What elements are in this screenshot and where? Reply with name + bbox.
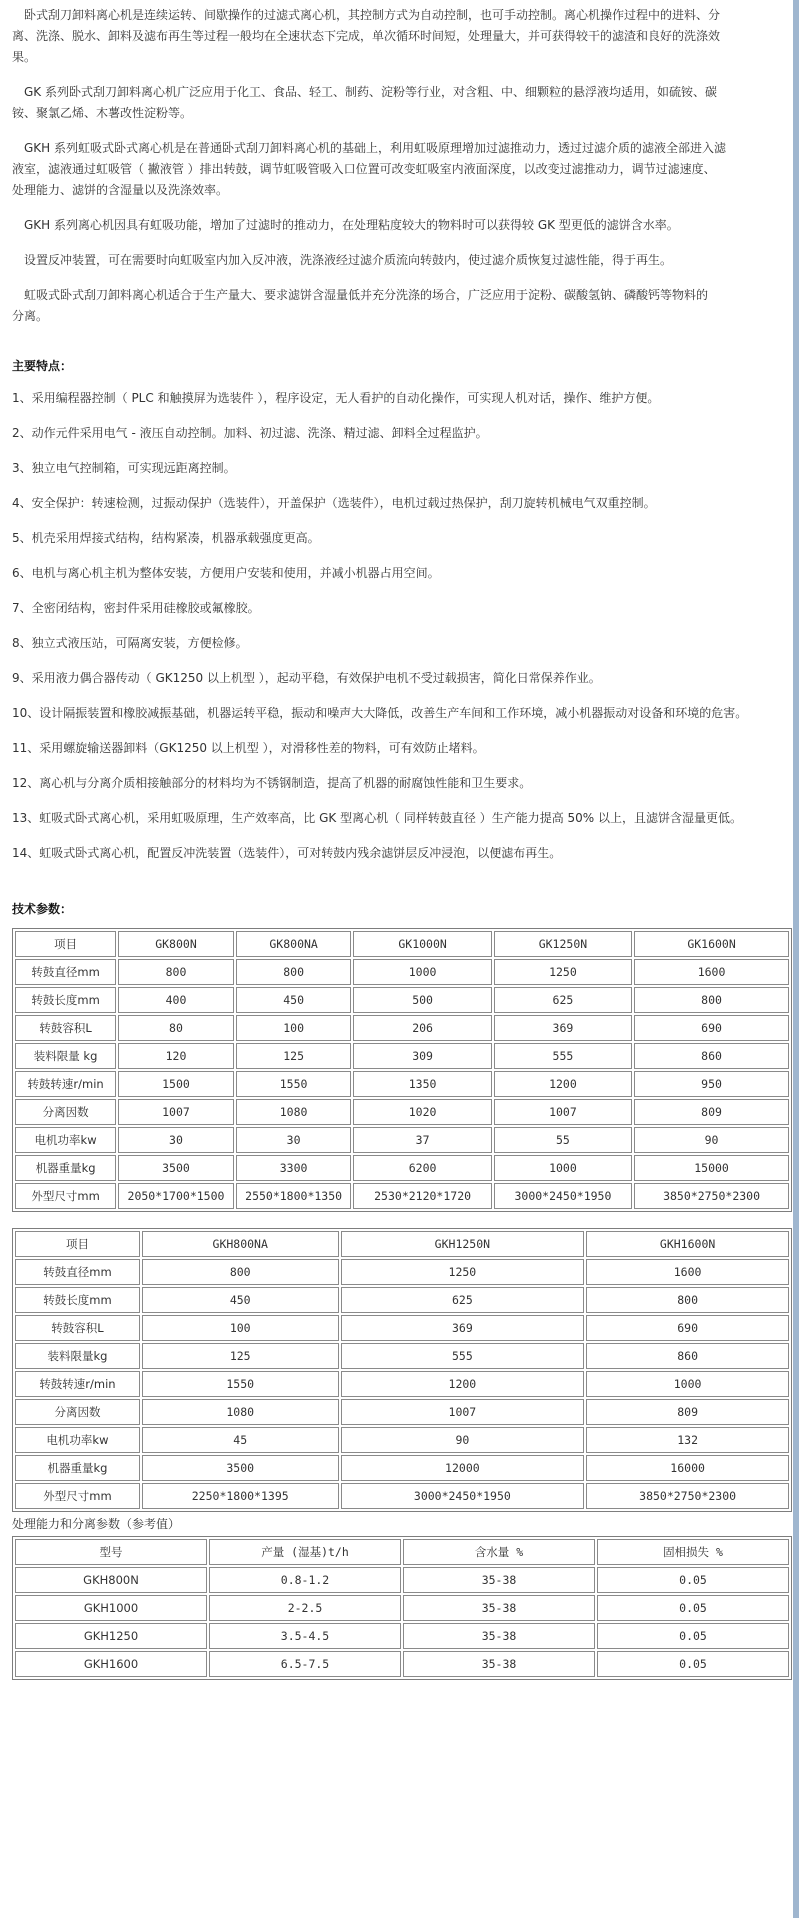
table-cell: 0.05 bbox=[597, 1567, 789, 1593]
row-label-cell: 分离因数 bbox=[15, 1099, 116, 1125]
feature-item bbox=[12, 665, 785, 700]
table-cell: 100 bbox=[142, 1315, 339, 1341]
table-cell: 2550*1800*1350 bbox=[236, 1183, 352, 1209]
table-cell: 1200 bbox=[341, 1371, 585, 1397]
table-cell: 100 bbox=[236, 1015, 352, 1041]
intro-section bbox=[12, 0, 785, 336]
table-cell: 30 bbox=[236, 1127, 352, 1153]
feature-item bbox=[12, 840, 785, 875]
feature-line: 6、电机与离心机主机为整体安装，方便用户安装和使用，并减小机器占用空间。 bbox=[12, 566, 440, 580]
table-cell: 1550 bbox=[236, 1071, 352, 1097]
table-cell: 860 bbox=[586, 1343, 789, 1369]
table-cell: 120 bbox=[118, 1043, 234, 1069]
feature-line: 12、离心机与分离介质相接触部分的材料均为不锈钢制造，提高了机器的耐腐蚀性能和卫生要求。 bbox=[12, 776, 532, 790]
intro-paragraph bbox=[12, 245, 785, 280]
table-cell: 809 bbox=[634, 1099, 789, 1125]
feature-item bbox=[12, 735, 785, 770]
table-cell: 800 bbox=[236, 959, 352, 985]
table-cell: 3000*2450*1950 bbox=[341, 1483, 585, 1509]
table-cell: 1200 bbox=[494, 1071, 632, 1097]
table-cell: 125 bbox=[236, 1043, 352, 1069]
feature-line: 1、采用编程器控制（ PLC 和触摸屏为选装件 ），程序设定，无人看护的自动化操作，可实现人机对话，操作、维护方便。 bbox=[12, 391, 660, 405]
features-heading: 主要特点： bbox=[12, 359, 73, 373]
table-cell: 625 bbox=[494, 987, 632, 1013]
table-cell: 6200 bbox=[353, 1155, 491, 1181]
tech-params-heading: 技术参数： bbox=[12, 902, 73, 916]
table-cell: 1500 bbox=[118, 1071, 234, 1097]
table-header-cell: 含水量 % bbox=[403, 1539, 595, 1565]
paragraph-line: 液室，滤液通过虹吸管（ 撇液管 ）排出转鼓，调节虹吸管吸入口位置可改变虹吸室内液面深度，以改变过滤推动力，调节过滤速度、 bbox=[12, 162, 716, 176]
row-label-cell: 电机功率kw bbox=[15, 1127, 116, 1153]
table-cell: 555 bbox=[494, 1043, 632, 1069]
row-label-cell: 转鼓转速r/min bbox=[15, 1371, 140, 1397]
table-cell: 400 bbox=[118, 987, 234, 1013]
feature-item bbox=[12, 420, 785, 455]
table-cell: 35-38 bbox=[403, 1623, 595, 1649]
row-label-cell: 转鼓容积L bbox=[15, 1015, 116, 1041]
table-cell: 1007 bbox=[118, 1099, 234, 1125]
table-row bbox=[15, 1071, 789, 1097]
table-row bbox=[15, 1651, 789, 1677]
table-header-cell: 项目 bbox=[15, 931, 116, 957]
feature-line: 13、虹吸式卧式离心机，采用虹吸原理，生产效率高，比 GK 型离心机（ 同样转鼓直径 ）生产能力提高 50% 以上，且滤饼含湿量 bbox=[12, 811, 707, 825]
row-label-cell: GKH1250 bbox=[15, 1623, 207, 1649]
intro-paragraph bbox=[12, 0, 785, 77]
table-row bbox=[15, 1043, 789, 1069]
table-header-cell: GKH800NA bbox=[142, 1231, 339, 1257]
table-cell: 15000 bbox=[634, 1155, 789, 1181]
paragraph-line: 处理能力、滤饼的含湿量以及洗涤效率。 bbox=[12, 183, 229, 197]
feature-item bbox=[12, 455, 785, 490]
table-cell: 6.5-7.5 bbox=[209, 1651, 401, 1677]
article-content bbox=[6, 0, 793, 1680]
table-cell: 500 bbox=[353, 987, 491, 1013]
table-cell: 132 bbox=[586, 1427, 789, 1453]
table-cell: 2530*2120*1720 bbox=[353, 1183, 491, 1209]
gkh-spec-table bbox=[12, 1228, 792, 1512]
table-cell: 1000 bbox=[586, 1371, 789, 1397]
table-header-cell: GK1000N bbox=[353, 931, 491, 957]
table-cell: 37 bbox=[353, 1127, 491, 1153]
paragraph-line: 虹吸式卧式刮刀卸料离心机适合于生产量大、要求滤饼含湿量低并充分洗涤的场合，广泛应用于淀粉、碳酸氢钠、磷酸钙等物料的 bbox=[12, 288, 709, 302]
table-cell: 1080 bbox=[142, 1399, 339, 1425]
table-header-cell: GK1600N bbox=[634, 931, 789, 957]
table-row bbox=[15, 1315, 789, 1341]
table-row bbox=[15, 1099, 789, 1125]
table-header-cell: 型号 bbox=[15, 1539, 207, 1565]
table-cell: 1350 bbox=[353, 1071, 491, 1097]
intro-paragraph bbox=[12, 210, 785, 245]
table-cell: 0.05 bbox=[597, 1651, 789, 1677]
feature-item bbox=[12, 595, 785, 630]
feature-item bbox=[12, 630, 785, 665]
intro-paragraph bbox=[12, 133, 785, 210]
feature-item bbox=[12, 525, 785, 560]
table-cell: 3.5-4.5 bbox=[209, 1623, 401, 1649]
table-cell: 206 bbox=[353, 1015, 491, 1041]
table-cell: 3850*2750*2300 bbox=[634, 1183, 789, 1209]
table-cell: 2250*1800*1395 bbox=[142, 1483, 339, 1509]
table-cell: 2050*1700*1500 bbox=[118, 1183, 234, 1209]
feature-line: 危害。 bbox=[711, 706, 748, 720]
features-list bbox=[12, 385, 785, 875]
row-label-cell: 转鼓长度mm bbox=[15, 1287, 140, 1313]
table-cell: 90 bbox=[634, 1127, 789, 1153]
row-label-cell: 转鼓长度mm bbox=[15, 987, 116, 1013]
table-row bbox=[15, 1483, 789, 1509]
table-cell: 800 bbox=[118, 959, 234, 985]
table-header-cell: GK1250N bbox=[494, 931, 632, 957]
feature-item bbox=[12, 770, 785, 805]
table-row bbox=[15, 1343, 789, 1369]
table-cell: 35-38 bbox=[403, 1567, 595, 1593]
feature-item bbox=[12, 700, 785, 735]
feature-line: 5、机壳采用焊接式结构，结构紧凑，机器承载强度更高。 bbox=[12, 531, 320, 545]
feature-item bbox=[12, 490, 785, 525]
table-header-cell: GKH1600N bbox=[586, 1231, 789, 1257]
feature-item bbox=[12, 805, 785, 840]
table-cell: 80 bbox=[118, 1015, 234, 1041]
row-label-cell: 机器重量kg bbox=[15, 1155, 116, 1181]
row-label-cell: 外型尺寸mm bbox=[15, 1483, 140, 1509]
paragraph-line: GK 系列卧式刮刀卸料离心机广泛应用于化工、食品、轻工、制药、淀粉等行业，对含粗、中、细颗粒的悬浮液均适用，如硫铵、碳 bbox=[12, 85, 717, 99]
table-cell: 35-38 bbox=[403, 1651, 595, 1677]
feature-line: 7、全密闭结构，密封件采用硅橡胶或氟橡胶。 bbox=[12, 601, 260, 615]
table-cell: 1550 bbox=[142, 1371, 339, 1397]
table-row bbox=[15, 1259, 789, 1285]
row-label-cell: GKH1000 bbox=[15, 1595, 207, 1621]
intro-paragraph bbox=[12, 280, 785, 336]
table-cell: 3850*2750*2300 bbox=[586, 1483, 789, 1509]
table-cell: 800 bbox=[586, 1287, 789, 1313]
table-cell: 1250 bbox=[494, 959, 632, 985]
feature-line: 4、安全保护：转速检测，过振动保护（选装件），开盖保护（选装件），电机过载过热保护，刮刀旋转机械电气双重控制。 bbox=[12, 496, 656, 510]
row-label-cell: 转鼓转速r/min bbox=[15, 1071, 116, 1097]
row-label-cell: 转鼓容积L bbox=[15, 1315, 140, 1341]
feature-line: 3、独立电气控制箱，可实现远距离控制。 bbox=[12, 461, 236, 475]
table-cell: 1600 bbox=[586, 1259, 789, 1285]
feature-line: 8、独立式液压站，可隔离安装，方便检修。 bbox=[12, 636, 248, 650]
table-row bbox=[15, 1127, 789, 1153]
row-label-cell: GKH800N bbox=[15, 1567, 207, 1593]
table-cell: 0.05 bbox=[597, 1623, 789, 1649]
table-cell: 450 bbox=[236, 987, 352, 1013]
table-cell: 1020 bbox=[353, 1099, 491, 1125]
table-row bbox=[15, 1455, 789, 1481]
table-row bbox=[15, 1287, 789, 1313]
table-row bbox=[15, 1595, 789, 1621]
table-cell: 55 bbox=[494, 1127, 632, 1153]
table-header-row bbox=[15, 1231, 789, 1257]
row-label-cell: 机器重量kg bbox=[15, 1455, 140, 1481]
feature-line: 9、采用液力偶合器传动（ GK1250 以上机型 ），起动平稳，有效保护电机不受过载损害，简化日常保养作业。 bbox=[12, 671, 601, 685]
table-row bbox=[15, 1567, 789, 1593]
table-cell: 1007 bbox=[341, 1399, 585, 1425]
feature-item bbox=[12, 385, 785, 420]
capacity-table bbox=[12, 1536, 792, 1680]
table-cell: 555 bbox=[341, 1343, 585, 1369]
paragraph-line: GKH 系列离心机因具有虹吸功能，增加了过滤时的推动力，在处理粘度较大的物料时可以获得较 GK 型更低的滤饼含水率。 bbox=[12, 218, 679, 232]
table-cell: 1007 bbox=[494, 1099, 632, 1125]
table-header-cell: GK800N bbox=[118, 931, 234, 957]
row-label-cell: 装料限量 kg bbox=[15, 1043, 116, 1069]
gk-spec-table bbox=[12, 928, 792, 1212]
table-cell: 3000*2450*1950 bbox=[494, 1183, 632, 1209]
table-row bbox=[15, 1427, 789, 1453]
table-cell: 1080 bbox=[236, 1099, 352, 1125]
table-header-cell: 产量 (湿基)t/h bbox=[209, 1539, 401, 1565]
table-cell: 16000 bbox=[586, 1455, 789, 1481]
table-row bbox=[15, 987, 789, 1013]
table-cell: 125 bbox=[142, 1343, 339, 1369]
table-cell: 0.05 bbox=[597, 1595, 789, 1621]
table-cell: 30 bbox=[118, 1127, 234, 1153]
paragraph-line: 卧式刮刀卸料离心机是连续运转、间歇操作的过滤式离心机，其控制方式为自动控制，也可手动控制。离心机操作过程中的进料、分 bbox=[12, 8, 721, 22]
table-header-cell: 项目 bbox=[15, 1231, 140, 1257]
paragraph-line: 离、洗涤、脱水、卸料及滤布再生等过程一般均在全速状态下完成，单次循环时间短，处理量大，并可获得较干的滤渣和良好的洗涤效 bbox=[12, 29, 721, 43]
table-cell: 3300 bbox=[236, 1155, 352, 1181]
table-cell: 3500 bbox=[118, 1155, 234, 1181]
row-label-cell: GKH1600 bbox=[15, 1651, 207, 1677]
table-row bbox=[15, 1623, 789, 1649]
table-cell: 2-2.5 bbox=[209, 1595, 401, 1621]
table-header-cell: GK800NA bbox=[236, 931, 352, 957]
row-label-cell: 转鼓直径mm bbox=[15, 959, 116, 985]
paragraph-line: 设置反冲装置，可在需要时向虹吸室内加入反冲液，洗涤液经过滤介质流向转鼓内，使过滤介质恢复过滤性能，得于再生。 bbox=[12, 253, 673, 267]
table-cell: 35-38 bbox=[403, 1595, 595, 1621]
paragraph-line: 分离。 bbox=[12, 309, 49, 323]
table-cell: 369 bbox=[341, 1315, 585, 1341]
page bbox=[6, 0, 799, 1918]
table-row bbox=[15, 959, 789, 985]
table-header-row bbox=[15, 931, 789, 957]
table-cell: 45 bbox=[142, 1427, 339, 1453]
capacity-caption: 处理能力和分离参数（参考值） bbox=[12, 1517, 181, 1531]
feature-line: 10、设计隔振装置和橡胶减振基础，机器运转平稳，振动和噪声大大降低，改善生产车间和工作环境，减小机器振动对设备和环境的 bbox=[12, 706, 712, 720]
feature-line: 更低。 bbox=[706, 811, 743, 825]
table-cell: 450 bbox=[142, 1287, 339, 1313]
table-cell: 369 bbox=[494, 1015, 632, 1041]
row-label-cell: 电机功率kw bbox=[15, 1427, 140, 1453]
table-cell: 1250 bbox=[341, 1259, 585, 1285]
table-row bbox=[15, 1371, 789, 1397]
table-header-row bbox=[15, 1539, 789, 1565]
table-cell: 1000 bbox=[494, 1155, 632, 1181]
table-cell: 309 bbox=[353, 1043, 491, 1069]
table-cell: 625 bbox=[341, 1287, 585, 1313]
table-row bbox=[15, 1155, 789, 1181]
feature-line: 14、虹吸式卧式离心机，配置反冲洗装置（选装件），可对转鼓内残余滤饼层反冲浸泡，以便滤布再生。 bbox=[12, 846, 562, 860]
table-cell: 0.8-1.2 bbox=[209, 1567, 401, 1593]
table-cell: 690 bbox=[634, 1015, 789, 1041]
table-row bbox=[15, 1183, 789, 1209]
table-cell: 1000 bbox=[353, 959, 491, 985]
table-cell: 860 bbox=[634, 1043, 789, 1069]
table-cell: 690 bbox=[586, 1315, 789, 1341]
feature-item bbox=[12, 560, 785, 595]
table-header-cell: 固相损失 % bbox=[597, 1539, 789, 1565]
table-header-cell: GKH1250N bbox=[341, 1231, 585, 1257]
row-label-cell: 装料限量kg bbox=[15, 1343, 140, 1369]
row-label-cell: 外型尺寸mm bbox=[15, 1183, 116, 1209]
table-cell: 1600 bbox=[634, 959, 789, 985]
table-cell: 809 bbox=[586, 1399, 789, 1425]
table-cell: 800 bbox=[634, 987, 789, 1013]
row-label-cell: 转鼓直径mm bbox=[15, 1259, 140, 1285]
table-cell: 90 bbox=[341, 1427, 585, 1453]
paragraph-line: 果。 bbox=[12, 50, 37, 64]
table-cell: 12000 bbox=[341, 1455, 585, 1481]
table-row bbox=[15, 1015, 789, 1041]
row-label-cell: 分离因数 bbox=[15, 1399, 140, 1425]
feature-line: 11、采用螺旋输送器卸料（GK1250 以上机型 ），对滑移性差的物料，可有效防止堵料。 bbox=[12, 741, 485, 755]
feature-line: 2、动作元件采用电气 - 液压自动控制。加料、初过滤、洗涤、精过滤、卸料全过程监护。 bbox=[12, 426, 488, 440]
intro-paragraph bbox=[12, 77, 785, 133]
table-cell: 3500 bbox=[142, 1455, 339, 1481]
paragraph-line: 铵、聚氯乙烯、木薯改性淀粉等。 bbox=[12, 106, 193, 120]
paragraph-line: GKH 系列虹吸式卧式离心机是在普通卧式刮刀卸料离心机的基础上，利用虹吸原理增加过滤推动力，透过过滤介质的滤液全部进入滤 bbox=[12, 141, 727, 155]
table-cell: 950 bbox=[634, 1071, 789, 1097]
table-row bbox=[15, 1399, 789, 1425]
table-cell: 800 bbox=[142, 1259, 339, 1285]
